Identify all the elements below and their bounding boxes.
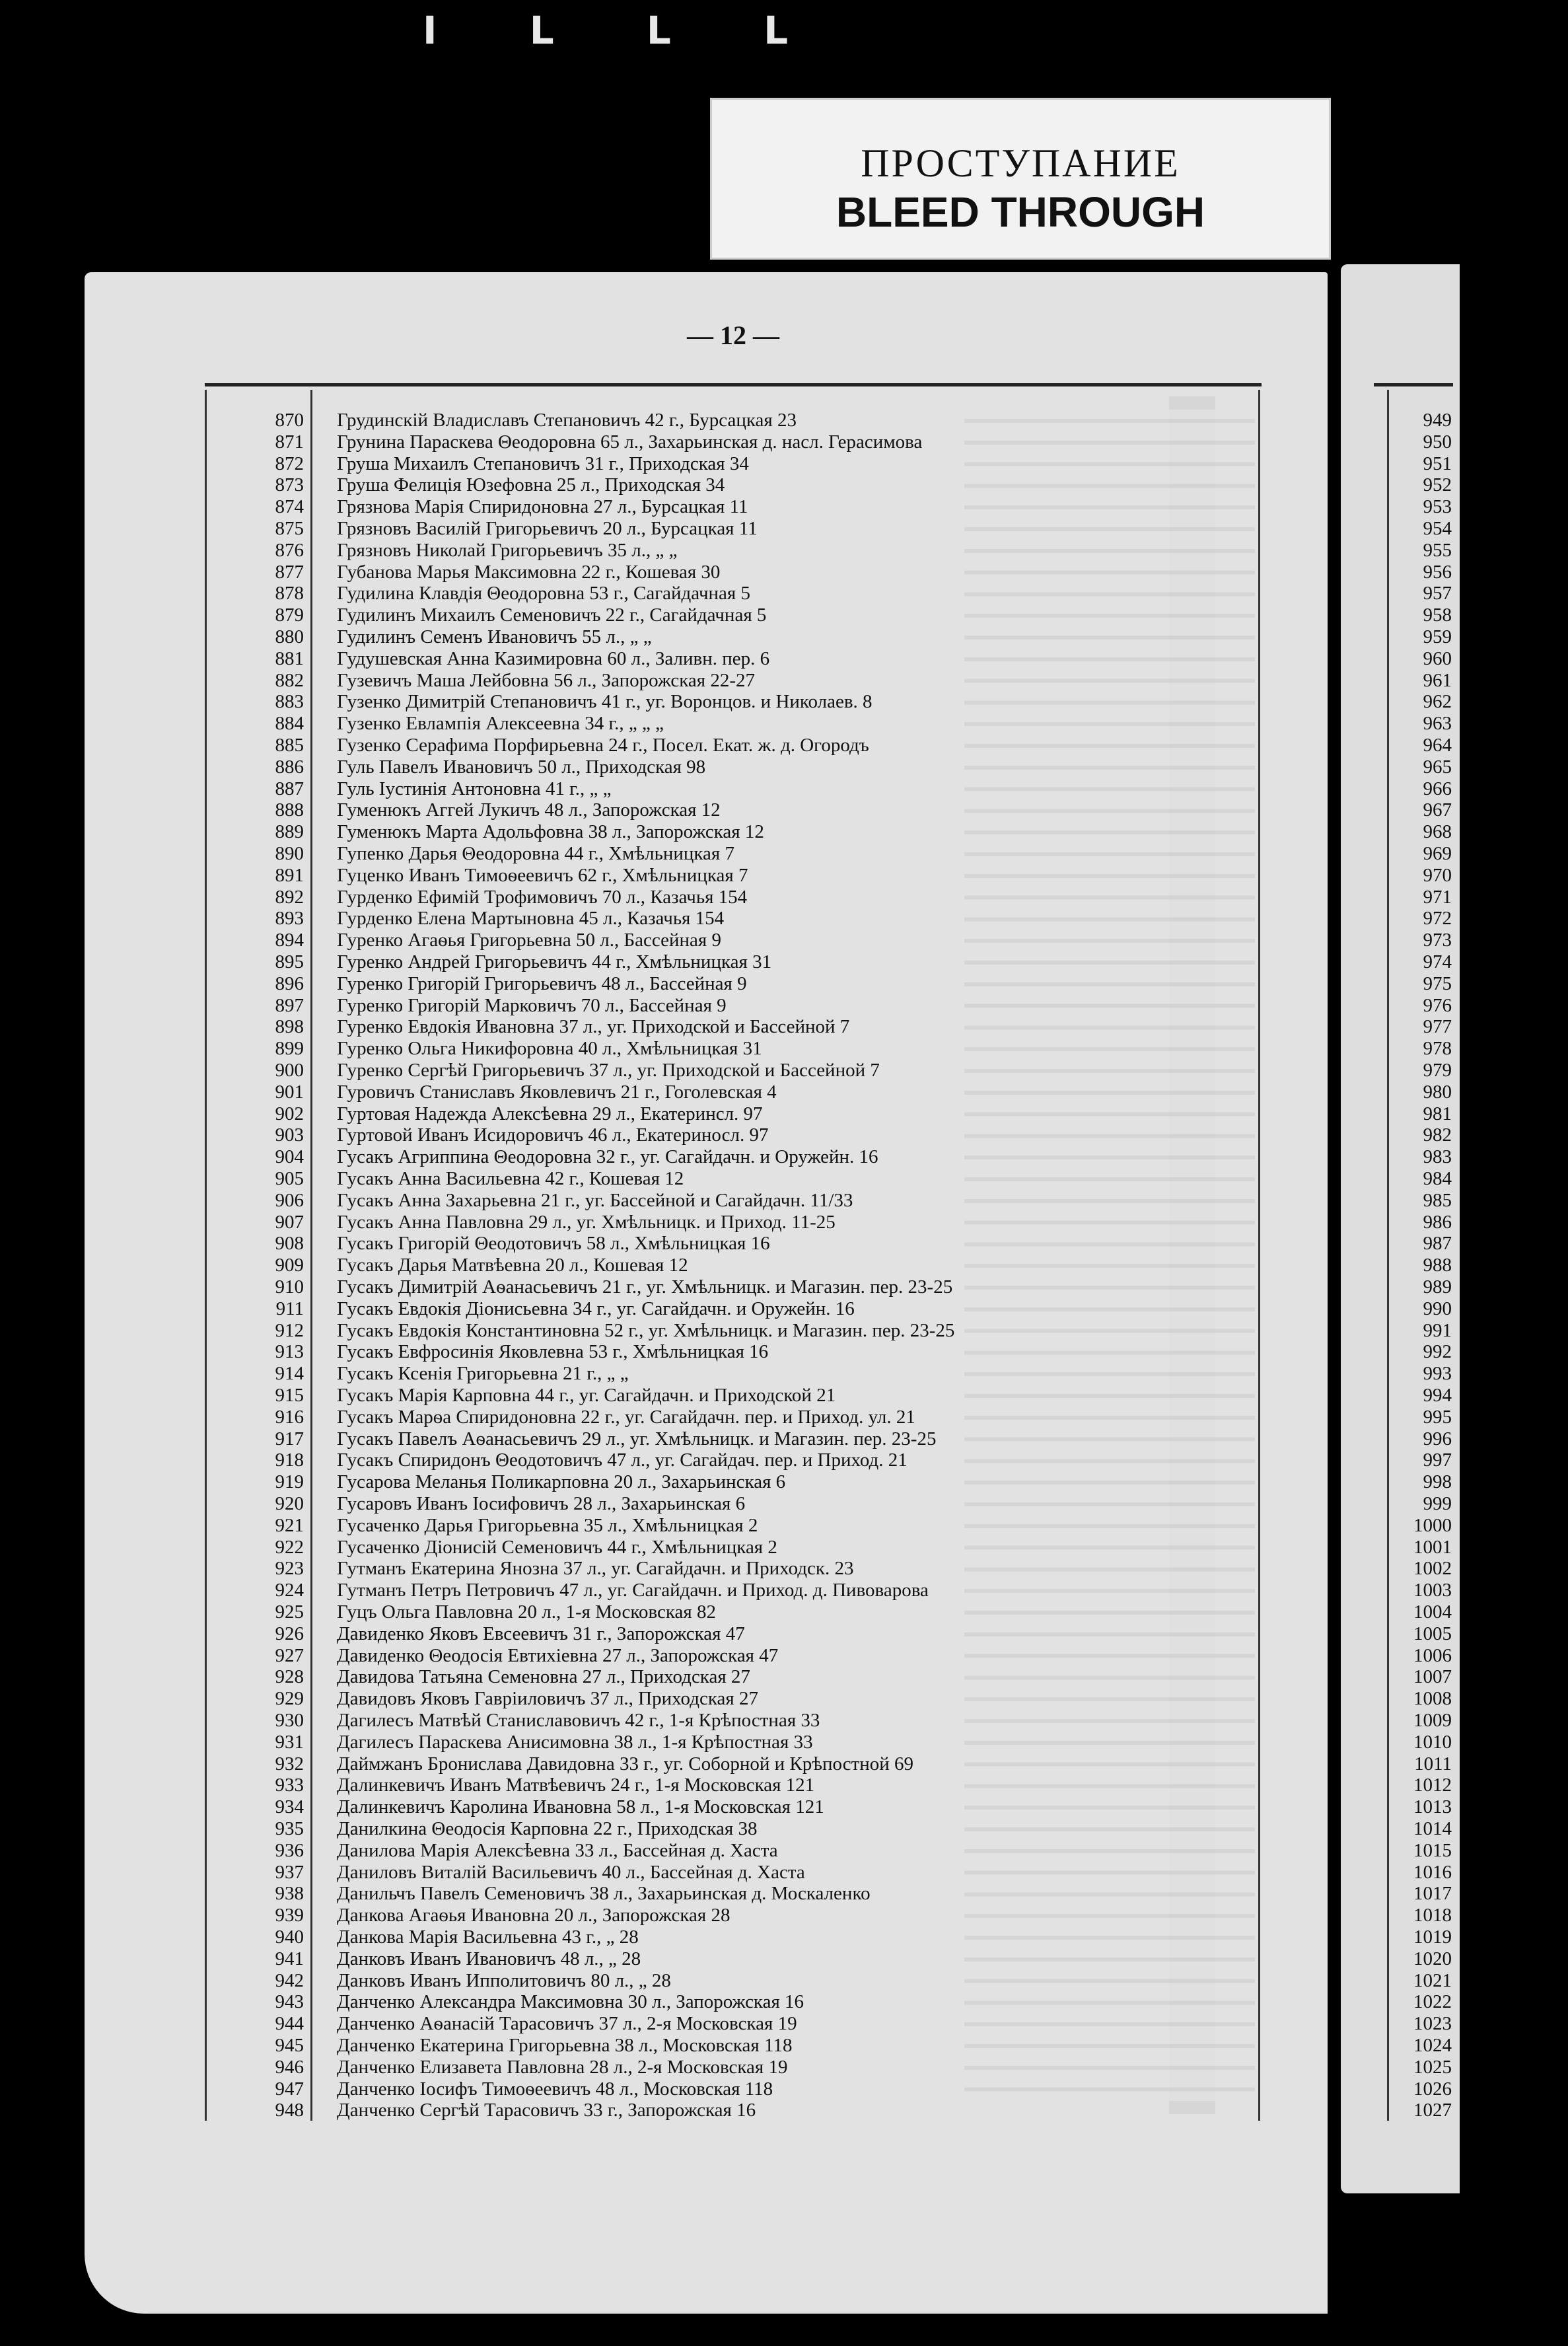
entry-number: 926 [275,1623,304,1644]
entry-text: Груша Фелиція Юзефовна 25 л., Приходская 34 [337,474,725,496]
next-page-entry-number: 969 [1423,843,1452,864]
next-page-entry-number: 1005 [1413,1623,1452,1644]
entry-number: 898 [275,1016,304,1038]
entry-text: Гудилинъ Михаилъ Семеновичъ 22 г., Сагайдачная 5 [337,605,767,626]
next-page-entry-number: 982 [1423,1124,1452,1146]
entry-number: 877 [275,561,304,583]
next-page-entry-number: 984 [1423,1168,1452,1189]
next-page-entry-number: 986 [1423,1211,1452,1233]
entry-number: 923 [275,1558,304,1580]
entry-number: 892 [275,886,304,908]
number-column-divider [310,390,312,2121]
entry-number: 891 [275,864,304,886]
next-page-entry-number: 951 [1423,453,1452,474]
entry-number: 902 [275,1103,304,1124]
entry-text: Гуренко Андрей Григорьевичъ 44 г., Хмѣльницкая 31 [337,951,772,972]
entry-number: 920 [275,1493,304,1514]
entry-text: Грунина Параскева Θеодоровна 65 л., Захарьинская д. насл. Герасимова [337,431,923,453]
entry-text: Гусакъ Спиридонъ Θеодотовичъ 47 л., уг. Сагайдач. пер. и Приход. 21 [337,1449,908,1471]
entry-text: Данилова Марія Алексѣевна 33 л., Бассейная д. Хаста [337,1839,778,1861]
entry-number: 939 [275,1905,304,1926]
entry-number: 910 [275,1276,304,1298]
entry-number: 933 [275,1775,304,1796]
entry-text: Данильчъ Павелъ Семеновичъ 38 л., Захарьинская д. Москаленко [337,1883,871,1905]
next-page-entry-number: 1009 [1413,1710,1452,1731]
entry-number: 906 [275,1189,304,1211]
entry-number: 876 [275,539,304,561]
next-page-entry-number: 966 [1423,778,1452,799]
entry-text: Гудушевская Анна Казимировна 60 л., Заливн. пер. 6 [337,647,770,669]
entry-text: Дагилесъ Параскева Анисимовна 38 л., 1-я Крѣпостная 33 [337,1731,813,1753]
bleed-through-label [710,98,1331,260]
bleed-through-shadow [964,410,1255,2101]
entry-text: Гусаченко Діонисій Семеновичъ 44 г., Хмѣльницкая 2 [337,1536,777,1558]
next-page-entry-number: 1006 [1413,1644,1452,1666]
entry-number: 929 [275,1688,304,1710]
next-page-entry-number: 967 [1423,799,1452,821]
next-page-entry-number: 987 [1423,1233,1452,1255]
entry-text: Гусаровъ Иванъ Іосифовичъ 28 л., Захарьинская 6 [337,1493,746,1514]
next-page-entry-number: 1025 [1413,2056,1452,2078]
entry-number: 905 [275,1168,304,1189]
next-page-entry-number: 1014 [1413,1818,1452,1839]
entry-number: 904 [275,1146,304,1168]
next-page-entry-number: 994 [1423,1385,1452,1406]
next-page-entry-number: 975 [1423,972,1452,994]
entry-number: 915 [275,1385,304,1406]
entry-text: Гузенко Димитрій Степановичъ 41 г., уг. Воронцов. и Николаев. 8 [337,691,873,713]
next-page-entry-number: 1004 [1413,1601,1452,1623]
entry-number: 924 [275,1580,304,1601]
entry-number: 900 [275,1060,304,1081]
entry-number: 945 [275,2035,304,2056]
entry-text: Гусакъ Димитрій Аѳанасьевичъ 21 г., уг. Хмѣльницк. и Магазин. пер. 23-25 [337,1276,953,1298]
entry-text: Гурденко Ефимій Трофимовичъ 70 л., Казачья 154 [337,886,748,908]
entry-text: Давиденко Θеодосія Евтихіевна 27 л., Запорожская 47 [337,1644,779,1666]
entry-text: Гупенко Дарья Θеодоровна 44 г., Хмѣльницкая 7 [337,843,735,864]
entry-text: Гуль Павелъ Ивановичъ 50 л., Приходская 98 [337,756,706,778]
next-page-entry-number: 950 [1423,431,1452,453]
entry-number: 914 [275,1363,304,1385]
next-page-divider [1387,390,1389,2121]
entry-text: Данченко Александра Максимовна 30 л., Запорожская 16 [337,1991,804,2013]
entry-text: Гусакъ Марія Карповна 44 г., уг. Сагайдачн. и Приходской 21 [337,1385,836,1406]
next-page-header-rule [1374,383,1453,386]
next-page-entry-number: 1019 [1413,1926,1452,1948]
next-page-entry-number: 1015 [1413,1839,1452,1861]
next-page-entry-number: 985 [1423,1189,1452,1211]
page-number: — 12 — [687,320,779,350]
entry-text: Гусакъ Агриппина Θеодоровна 32 г., уг. Сагайдачн. и Оружейн. 16 [337,1146,878,1168]
entry-text: Груша Михаилъ Степановичъ 31 г., Приходская 34 [337,453,749,474]
entry-number: 934 [275,1796,304,1818]
next-page-entry-number: 1016 [1413,1861,1452,1883]
entry-number: 872 [275,453,304,474]
next-page-entry-number: 995 [1423,1406,1452,1428]
entry-number: 881 [275,647,304,669]
next-page-entry-number: 958 [1423,605,1452,626]
entry-text: Гусакъ Анна Васильевна 42 г., Кошевая 12 [337,1168,684,1189]
entry-number: 880 [275,626,304,647]
entry-text: Гудилинъ Семенъ Ивановичъ 55 л., „ „ [337,626,652,647]
entry-number: 916 [275,1406,304,1428]
entry-text: Гуренко Сергѣй Григорьевичъ 37 л., уг. Приходской и Бассейной 7 [337,1060,880,1081]
entry-number: 870 [275,410,304,431]
entry-number: 947 [275,2078,304,2100]
entry-text: Гузевичъ Маша Лейбовна 56 л., Запорожская 22-27 [337,669,756,691]
entry-text: Данченко Іосифъ Тимоѳеевичъ 48 л., Московская 118 [337,2078,773,2100]
next-page-entry-number: 977 [1423,1016,1452,1038]
entry-text: Данилкина Θеодосія Карповна 22 г., Приходская 38 [337,1818,758,1839]
next-page-entry-number: 1002 [1413,1558,1452,1580]
next-page-entry-number: 968 [1423,821,1452,843]
entry-number: 875 [275,518,304,539]
entry-text: Данченко Аѳанасій Тарасовичъ 37 л., 2-я Московская 19 [337,2013,797,2035]
entry-number: 921 [275,1514,304,1536]
next-page-entry-number: 1018 [1413,1905,1452,1926]
entry-text: Данкова Марія Васильевна 43 г., „ 28 [337,1926,639,1948]
next-page-entry-number: 1013 [1413,1796,1452,1818]
entry-text: Гуртовая Надежда Алексѣевна 29 л., Екатеринсл. 97 [337,1103,763,1124]
entry-text: Гусакъ Павелъ Аѳанасьевичъ 29 л., уг. Хмѣльницк. и Магазин. пер. 23-25 [337,1428,937,1449]
next-page-entry-number: 988 [1423,1255,1452,1276]
entry-text: Данченко Елизавета Павловна 28 л., 2-я Московская 19 [337,2056,788,2078]
entry-number: 901 [275,1081,304,1103]
entry-number: 882 [275,669,304,691]
next-page-entry-number: 1026 [1413,2078,1452,2100]
next-page-entry-number: 996 [1423,1428,1452,1449]
entry-text: Гусарова Меланья Поликарповна 20 л., Захарьинская 6 [337,1471,786,1493]
next-page-entry-number: 1022 [1413,1991,1452,2013]
entry-text: Гуренко Ольга Никифоровна 40 л., Хмѣльницкая 31 [337,1038,762,1060]
next-page-entry-number: 998 [1423,1471,1452,1493]
entry-number: 887 [275,778,304,799]
next-page-entry-number: 993 [1423,1363,1452,1385]
right-border-line [1258,390,1260,2121]
entry-number: 919 [275,1471,304,1493]
next-page-entry-number: 1003 [1413,1580,1452,1601]
next-page-entry-number: 973 [1423,930,1452,951]
entry-text: Дагилесъ Матвѣй Станиславовичъ 42 г., 1-я Крѣпостная 33 [337,1710,820,1731]
entry-number: 884 [275,713,304,735]
entry-number: 943 [275,1991,304,2013]
entry-number: 922 [275,1536,304,1558]
next-page-entry-number: 983 [1423,1146,1452,1168]
entry-number: 928 [275,1666,304,1688]
next-page-entry-number: 1007 [1413,1666,1452,1688]
entry-text: Гуренко Евдокія Ивановна 37 л., уг. Приходской и Бассейной 7 [337,1016,850,1038]
next-page-entry-number: 955 [1423,539,1452,561]
next-page-entry-number: 963 [1423,713,1452,735]
entry-number: 896 [275,972,304,994]
next-page-entry-number: 999 [1423,1493,1452,1514]
entry-number: 894 [275,930,304,951]
next-page-entry-number: 1023 [1413,2013,1452,2035]
entry-text: Гузенко Евлампія Алексеевна 34 г., „ „ „ [337,713,664,735]
next-page-entry-number: 1024 [1413,2035,1452,2056]
next-page-entry-number: 972 [1423,908,1452,930]
entry-number: 948 [275,2100,304,2121]
entry-text: Гусакъ Евдокія Діонисьевна 34 г., уг. Сагайдачн. и Оружейн. 16 [337,1298,855,1319]
entry-number: 895 [275,951,304,972]
next-page-entry-number: 980 [1423,1081,1452,1103]
entry-number: 912 [275,1319,304,1341]
entry-text: Гурденко Елена Мартыновна 45 л., Казачья 154 [337,908,725,930]
next-page-entry-number: 1027 [1413,2100,1452,2121]
entry-text: Грязновъ Николай Григорьевичъ 35 л., „ „ [337,539,678,561]
header-rule [205,383,1262,386]
banner-russian-text: ПРОСТУПАНИЕ [861,141,1180,185]
entry-text: Гусакъ Анна Павловна 29 л., уг. Хмѣльницк. и Приход. 11-25 [337,1211,836,1233]
entry-number: 879 [275,605,304,626]
entry-number: 932 [275,1753,304,1775]
entry-number: 918 [275,1449,304,1471]
entry-number: 946 [275,2056,304,2078]
entry-number: 888 [275,799,304,821]
next-page-entry-number: 1000 [1413,1514,1452,1536]
next-page-entry-number: 956 [1423,561,1452,583]
entry-text: Губанова Марья Максимовна 22 г., Кошевая 30 [337,561,721,583]
next-page-entry-number: 952 [1423,474,1452,496]
entry-text: Данченко Сергѣй Тарасовичъ 33 г., Запорожская 16 [337,2100,756,2121]
next-page-entry-number: 953 [1423,496,1452,518]
entry-number: 890 [275,843,304,864]
entry-text: Гусакъ Евдокія Константиновна 52 г., уг. Хмѣльницк. и Магазин. пер. 23-25 [337,1319,955,1341]
next-page-entry-number: 992 [1423,1341,1452,1363]
entry-number: 889 [275,821,304,843]
entry-text: Гусакъ Марѳа Спиридоновна 22 г., уг. Сагайдачн. пер. и Приход. ул. 21 [337,1406,915,1428]
entry-number: 878 [275,583,304,605]
entry-text: Гуль Іустинія Антоновна 41 г., „ „ [337,778,612,799]
entry-text: Даймжанъ Бронислава Давидовна 33 г., уг. Соборной и Крѣпостной 69 [337,1753,914,1775]
entry-number: 897 [275,994,304,1016]
entry-text: Гутманъ Екатерина Янозна 37 л., уг. Сагайдачн. и Приходск. 23 [337,1558,854,1580]
entry-number: 885 [275,735,304,756]
entry-text: Гуменюкъ Аггей Лукичъ 48 л., Запорожская 12 [337,799,721,821]
entry-text: Гуцъ Ольга Павловна 20 л., 1-я Московская 82 [337,1601,717,1623]
entry-number: 940 [275,1926,304,1948]
entry-number: 899 [275,1038,304,1060]
entry-text: Данковъ Иванъ Ивановичъ 48 л., „ 28 [337,1948,641,1969]
next-page-entry-number: 997 [1423,1449,1452,1471]
entry-text: Гуртовой Иванъ Исидоровичъ 46 л., Екатериносл. 97 [337,1124,769,1146]
entry-text: Гусакъ Ксенія Григорьевна 21 г., „ „ [337,1363,629,1385]
next-page-entry-number: 981 [1423,1103,1452,1124]
entry-text: Гуценко Иванъ Тимоѳеевичъ 62 г., Хмѣльницкая 7 [337,864,748,886]
next-page-entry-number: 989 [1423,1276,1452,1298]
entry-text: Гусакъ Евфросинія Яковлевна 53 г., Хмѣльницкая 16 [337,1341,769,1363]
left-border-line [205,390,207,2121]
entry-text: Давидовъ Яковъ Гавріиловичъ 37 л., Приходская 27 [337,1688,758,1710]
next-page-entry-number: 964 [1423,735,1452,756]
next-page-entry-number: 959 [1423,626,1452,647]
next-page-entry-number: 1017 [1413,1883,1452,1905]
next-page-entry-number: 1010 [1413,1731,1452,1753]
entry-number: 917 [275,1428,304,1449]
entry-text: Грудинскій Владиславъ Степановичъ 42 г., Бурсацкая 23 [337,410,797,431]
entry-text: Давиденко Яковъ Евсеевичъ 31 г., Запорожская 47 [337,1623,745,1644]
entry-number: 930 [275,1710,304,1731]
entry-text: Гуменюкъ Марта Адольфовна 38 л., Запорожская 12 [337,821,764,843]
film-frame-marks: I L L L [423,8,828,53]
next-page-entry-number: 1012 [1413,1775,1452,1796]
next-page-entry-number: 1020 [1413,1948,1452,1969]
entry-number: 927 [275,1644,304,1666]
entry-number: 907 [275,1211,304,1233]
next-page-entry-number: 949 [1423,410,1452,431]
next-page-entry-number: 974 [1423,951,1452,972]
entry-text: Данкова Агаѳья Ивановна 20 л., Запорожская 28 [337,1905,731,1926]
entry-text: Данковъ Иванъ Ипполитовичъ 80 л., „ 28 [337,1969,671,1991]
entry-text: Даниловъ Виталій Васильевичъ 40 л., Бассейная д. Хаста [337,1861,805,1883]
entry-text: Гутманъ Петръ Петровичъ 47 л., уг. Сагайдачн. и Приход. д. Пивоварова [337,1580,929,1601]
banner-english-text: BLEED THROUGH [836,188,1205,236]
entry-text: Грязновъ Василій Григорьевичъ 20 л., Бурсацкая 11 [337,518,758,539]
entry-number: 941 [275,1948,304,1969]
entry-number: 883 [275,691,304,713]
entry-text: Грязнова Марія Спиридоновна 27 л., Бурсацкая 11 [337,496,748,518]
entry-number: 931 [275,1731,304,1753]
next-page-entry-number: 1008 [1413,1688,1452,1710]
entry-number: 908 [275,1233,304,1255]
entry-text: Гусакъ Григорій Θеодотовичъ 58 л., Хмѣльницкая 16 [337,1233,770,1255]
entry-number: 911 [275,1298,304,1319]
entry-number: 886 [275,756,304,778]
next-page-entry-number: 970 [1423,864,1452,886]
next-page-entry-number: 978 [1423,1038,1452,1060]
entry-text: Гусакъ Дарья Матвѣевна 20 л., Кошевая 12 [337,1255,688,1276]
next-page-entry-number: 979 [1423,1060,1452,1081]
next-page-entry-number: 971 [1423,886,1452,908]
entry-number: 942 [275,1969,304,1991]
entry-text: Гуренко Григорій Марковичъ 70 л., Бассейная 9 [337,994,727,1016]
next-page-entry-number: 990 [1423,1298,1452,1319]
entry-text: Гусаченко Дарья Григорьевна 35 л., Хмѣльницкая 2 [337,1514,758,1536]
entry-text: Гуренко Григорій Григорьевичъ 48 л., Бассейная 9 [337,972,747,994]
next-page-entry-number: 1001 [1413,1536,1452,1558]
entry-number: 871 [275,431,304,453]
next-page-entry-number: 962 [1423,691,1452,713]
entry-number: 938 [275,1883,304,1905]
entry-text: Далинкевичъ Иванъ Матвѣевичъ 24 г., 1-я Московская 121 [337,1775,815,1796]
entry-number: 913 [275,1341,304,1363]
entry-text: Гудилина Клавдія Θеодоровна 53 г., Сагайдачная 5 [337,583,751,605]
entry-number: 944 [275,2013,304,2035]
entry-number: 936 [275,1839,304,1861]
entry-text: Давидова Татьяна Семеновна 27 л., Приходская 27 [337,1666,750,1688]
entry-number: 909 [275,1255,304,1276]
entry-text: Гусакъ Анна Захарьевна 21 г., уг. Бассейной и Сагайдачн. 11/33 [337,1189,853,1211]
entry-text: Далинкевичъ Каролина Ивановна 58 л., 1-я Московская 121 [337,1796,824,1818]
entry-number: 937 [275,1861,304,1883]
entry-text: Гузенко Серафима Порфирьевна 24 г., Посел. Екат. ж. д. Огородъ [337,735,869,756]
entry-number: 935 [275,1818,304,1839]
entry-number: 873 [275,474,304,496]
entry-number: 893 [275,908,304,930]
next-page-entry-number: 991 [1423,1319,1452,1341]
next-page-entry-number: 965 [1423,756,1452,778]
entry-number: 903 [275,1124,304,1146]
next-page-entry-number: 1011 [1414,1753,1452,1775]
next-page-entry-number: 961 [1423,669,1452,691]
entry-number: 925 [275,1601,304,1623]
entry-text: Гуровичъ Станиславъ Яковлевичъ 21 г., Гоголевская 4 [337,1081,777,1103]
next-page-entry-number: 957 [1423,583,1452,605]
entry-text: Гуренко Агаѳья Григорьевна 50 л., Бассейная 9 [337,930,721,951]
next-page-entry-number: 954 [1423,518,1452,539]
entry-number: 874 [275,496,304,518]
next-page-entry-number: 976 [1423,994,1452,1016]
next-page-entry-number: 960 [1423,647,1452,669]
entry-text: Данченко Екатерина Григорьевна 38 л., Московская 118 [337,2035,793,2056]
next-page-entry-number: 1021 [1413,1969,1452,1991]
